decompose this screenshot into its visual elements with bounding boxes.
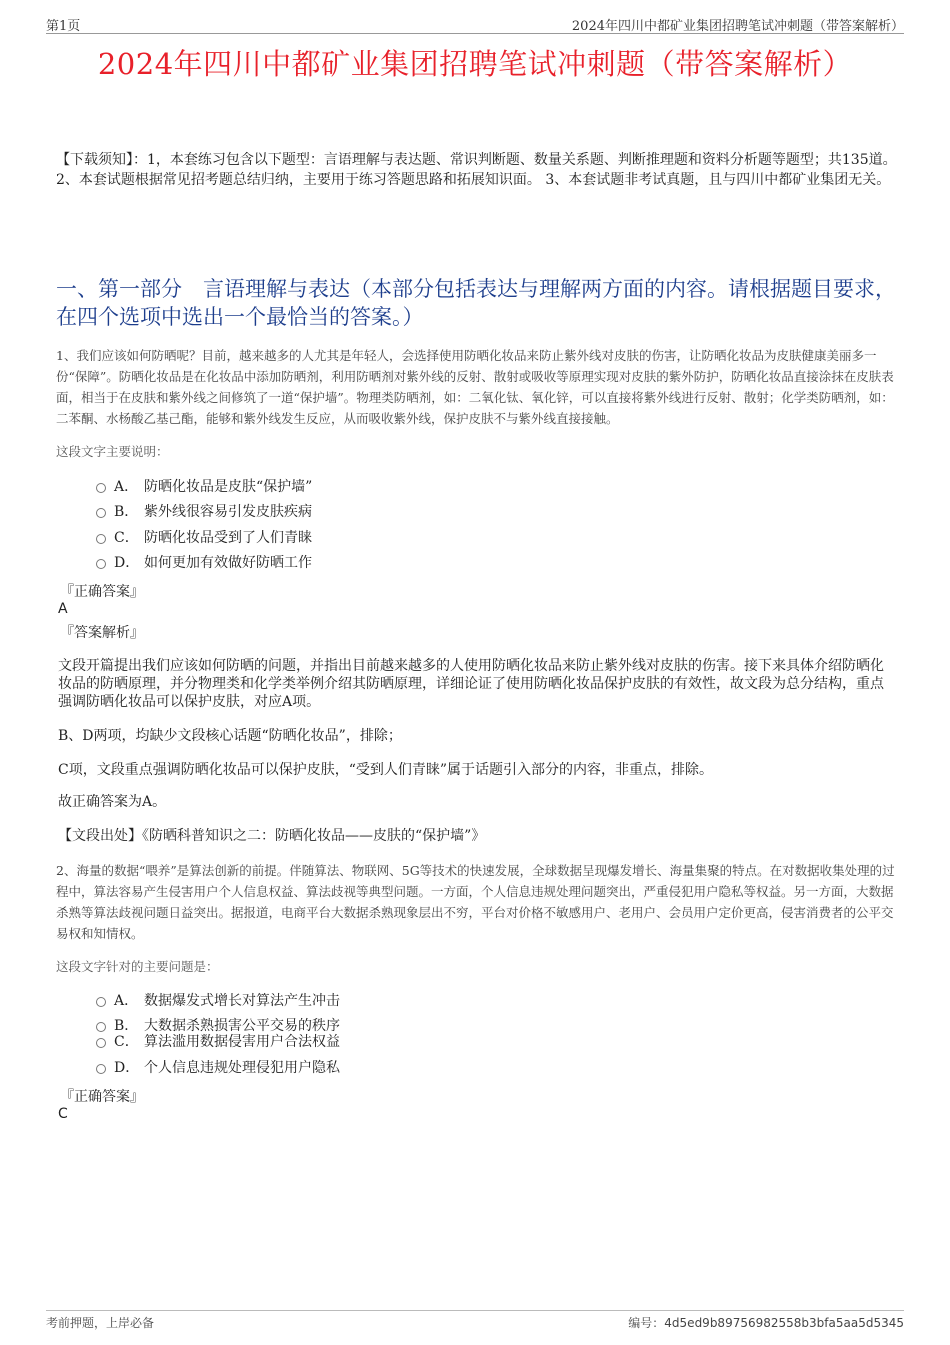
option-letter: C． — [114, 530, 139, 546]
question-2-text: 2、海量的数据“喂养”是算法创新的前提。伴随算法、物联网、5G等技术的快速发展，全球数据呈现爆发增长、海量集聚的特点。在对数据收集处理的过程中，算法容易产生侵害用户个人信息权益、算法歧视等典型问题。一方面，个人信息违规处理问题突出，严重侵犯用户隐私等权益。另一方面，大数据杀熟等算法歧视问题日益突出。据报道，电商平台大数据杀熟现象层出不穷，平台对价格不敏感用户、老用户、会员用户定价更高，侵害消费者的公平交易权和知情权。 — [56, 863, 895, 941]
q1-answer-label: 『正确答案』 — [60, 584, 144, 600]
q1-analysis-paragraph: 故正确答案为A。 — [58, 794, 167, 810]
option-letter: B． — [114, 1018, 139, 1034]
download-notice: 【下载须知】：1，本套练习包含以下题型：言语理解与表达题、常识判断题、数量关系题、判断推理题和资料分析题等题型；共135道。 2、本套试题根据常见招考题总结归纳，主要用于练习答题思路和拓展知识面。 3、本套试题非考试真题，且与四川中都矿业集团无关。 — [56, 152, 897, 188]
option-text: 防晒化妆品受到了人们青睐 — [144, 530, 312, 546]
page-number: 第1页 — [46, 19, 81, 34]
q2-option-d[interactable] — [96, 1058, 340, 1078]
footer-slogan: 考前押题，上岸必备 — [46, 1316, 155, 1330]
q1-option-a[interactable] — [96, 477, 312, 497]
option-text: 紫外线很容易引发皮肤疾病 — [144, 504, 312, 520]
footer-code — [628, 1314, 904, 1331]
footer-code-value: 4d5ed9b89756982558b3bfa5aa5d5345 — [664, 1316, 904, 1330]
footer-code-label: 编号： — [628, 1316, 665, 1330]
q1-analysis-paragraph: B、D两项，均缺少文段核心话题“防晒化妆品”，排除； — [58, 728, 402, 744]
q1-option-d[interactable] — [96, 553, 312, 573]
q2-answer-label: 『正确答案』 — [60, 1089, 144, 1105]
q1-answer-value: A — [58, 601, 68, 617]
q1-analysis-paragraph: 文段开篇提出我们应该如何防晒的问题，并指出目前越来越多的人使用防晒化妆品来防止紫外线对皮肤的伤害。接下来具体介绍防晒化妆品的防晒原理，并分物理类和化学类举例介绍其防晒原理，详细论证了使用防晒化妆品保护皮肤的有效性，故文段为总分结构，重点强调防晒化妆品可以保护皮肤，对应A项。 — [58, 658, 884, 710]
option-letter: D． — [114, 1060, 140, 1076]
document-title: 2024年四川中都矿业集团招聘笔试冲刺题（带答案解析） — [97, 47, 853, 81]
q1-source: 【文段出处】《防晒科普知识之二：防晒化妆品——皮肤的“保护墙”》 — [58, 828, 486, 844]
option-text: 个人信息违规处理侵犯用户隐私 — [144, 1060, 340, 1076]
radio-icon[interactable] — [96, 483, 106, 493]
radio-icon[interactable] — [96, 508, 106, 518]
radio-icon[interactable] — [96, 1064, 106, 1074]
header-doc-title: 2024年四川中都矿业集团招聘笔试冲刺题（带答案解析） — [571, 19, 904, 34]
option-text: 大数据杀熟损害公平交易的秩序 — [144, 1018, 340, 1034]
option-text: 防晒化妆品是皮肤“保护墙” — [144, 479, 313, 495]
question-1-prompt: 这段文字主要说明： — [56, 444, 169, 459]
section-title: 一、第一部分 言语理解与表达（本部分包括表达与理解两方面的内容。请根据题目要求，在四个选项中选出一个最恰当的答案。） — [56, 277, 896, 329]
footer-divider — [46, 1310, 904, 1311]
q2-option-c[interactable] — [96, 1032, 340, 1052]
question-2-prompt: 这段文字针对的主要问题是： — [56, 959, 219, 974]
q1-option-b[interactable] — [96, 502, 312, 522]
radio-icon[interactable] — [96, 559, 106, 569]
q1-analysis-label: 『答案解析』 — [60, 625, 144, 641]
q1-analysis-paragraph: C项，文段重点强调防晒化妆品可以保护皮肤，“受到人们青睐”属于话题引入部分的内容，非重点，排除。 — [58, 762, 714, 778]
option-letter: A． — [114, 479, 139, 495]
radio-icon[interactable] — [96, 997, 106, 1007]
question-1-text: 1、我们应该如何防晒呢？目前，越来越多的人尤其是年轻人，会选择使用防晒化妆品来防止紫外线对皮肤的伤害，让防晒化妆品为皮肤健康美丽多一份“保障”。防晒化妆品是在化妆品中添加防晒剂，利用防晒剂对紫外线的反射、散射或吸收等原理实现对皮肤的紫外防护，防晒化妆品直接涂抹在皮肤表面，相当于在皮肤和紫外线之间修筑了一道“保护墙”。物理类防晒剂，如：二氧化钛、氧化锌，可以直接将紫外线进行反射、散射；化学类防晒剂，如：二苯酮、水杨酸乙基己酯，能够和紫外线发生反应，从而吸收紫外线，保护皮肤不与紫外线直接接触。 — [56, 348, 894, 426]
q2-option-a[interactable] — [96, 991, 340, 1011]
option-text: 数据爆发式增长对算法产生冲击 — [144, 993, 340, 1009]
option-letter: A． — [114, 993, 139, 1009]
header-divider — [46, 33, 904, 34]
option-text: 算法滥用数据侵害用户合法权益 — [144, 1034, 340, 1050]
radio-icon[interactable] — [96, 1038, 106, 1048]
radio-icon[interactable] — [96, 1022, 106, 1032]
option-text: 如何更加有效做好防晒工作 — [144, 555, 312, 571]
option-letter: B． — [114, 504, 139, 520]
q1-option-c[interactable] — [96, 528, 312, 548]
option-letter: D． — [114, 555, 140, 571]
radio-icon[interactable] — [96, 534, 106, 544]
q2-answer-value: C — [58, 1106, 68, 1122]
option-letter: C． — [114, 1034, 139, 1050]
